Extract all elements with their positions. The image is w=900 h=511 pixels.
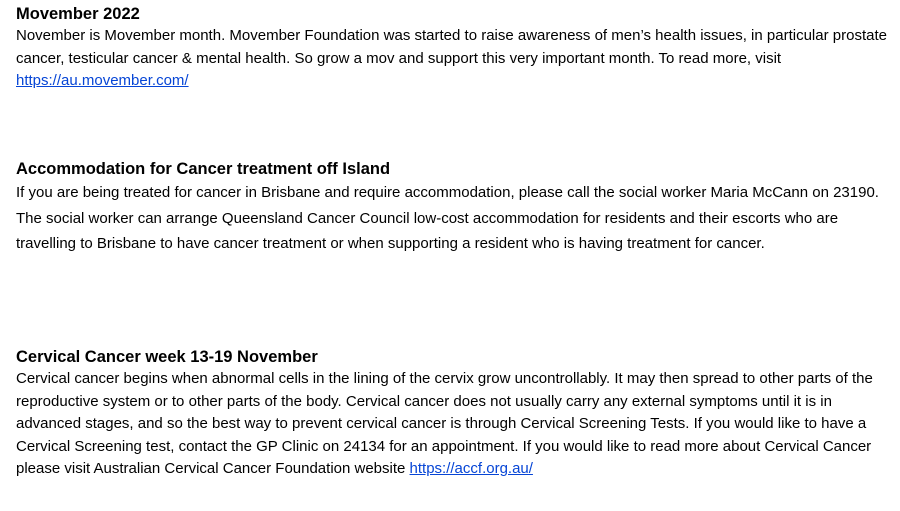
movember-link[interactable]: https://au.movember.com/ [16, 72, 189, 89]
section-body: If you are being treated for cancer in Brisbane and require accommodation, please call the social worker Maria McCann on 23190. The social worker can arrange Queensland Cancer Council low-cost accommodation for residents and their escorts who are travelling to Brisbane to have cancer treatment or when supporting a resident who is having treatment for cancer. [16, 184, 879, 252]
body-text: Cervical cancer begins when abnormal cells in the lining of the cervix grow uncontrollably. It may then spread to other parts of the reproductive system or to other parts of the body. Cervical cancer does not usually carry any external symptoms until it is in advanced stages, and so the best way to prevent cervical cancer is through Cervical Screening Tests. If you would like to have a Cervical Screening test, contact the GP Clinic on 24134 for an appointment. If you would like to read more about Cervical Cancer please visit Australian Cervical Cancer Foundation website [16, 370, 873, 477]
section-heading: Cervical Cancer week 13-19 November [16, 348, 318, 366]
section-cervical-cancer [16, 346, 891, 481]
accf-link[interactable]: https://accf.org.au/ [409, 460, 533, 477]
section-heading: Movember 2022 [16, 5, 140, 23]
section-accommodation [16, 158, 891, 257]
section-heading: Accommodation for Cancer treatment off Island [16, 160, 391, 178]
section-body [16, 368, 891, 481]
body-text: November is Movember month. Movember Foundation was started to raise awareness of men’s health issues, in particular prostate cancer, testicular cancer & mental health. So grow a mov and support this very important month. To read more, visit [16, 27, 887, 67]
section-body [16, 25, 891, 93]
section-movember [16, 3, 891, 93]
